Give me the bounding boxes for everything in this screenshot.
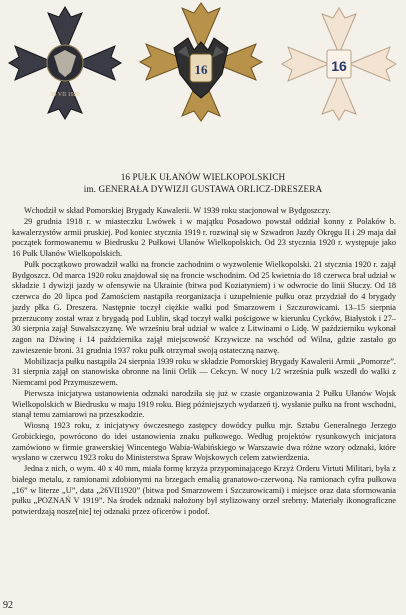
paragraph-4: Mobilizacja pułku nastąpiła 24 sierpnia 1939 roku w składzie Pomorskiej Brygady Kawalerii Armii „Pomorze”. 31 sierpnia zajął on stanowiska obronne na linii Orlik — Cekcyn. W nocy 1/2 września pułk wszedł do walki z Niemcami pod Przymuszewem. bbox=[12, 356, 396, 387]
cross-badge-light-icon bbox=[280, 6, 398, 122]
paragraph-6: Wiosną 1923 roku, z inicjatywy ówczesnego zastępcy dowódcy pułku mjr. Sztabu Generalnego Jerzego Grobickiego, powrócono do idei ustanowienia znaku pułkowego. Według projektów rysunkowych inicjatora zamówiono w firmie grawerskiej Wincentego Wabia-Wabińskiego w Warszawie dwa różne wzory odznaki, które wysłano w czerwcu 1923 roku do Ministerstwa Spraw Wojskowych celem zatwierdzenia. bbox=[12, 421, 396, 463]
page-number: 92 bbox=[3, 600, 13, 611]
regiment-title: 16 PUŁK UŁANÓW WIELKOPOLSKICH bbox=[120, 172, 286, 182]
article-body bbox=[12, 206, 396, 518]
cross-badge-eagle-icon bbox=[138, 2, 264, 122]
center-badge-text: 16 bbox=[194, 62, 208, 77]
regiment-subtitle: im. GENERAŁA DYWIZJI GUSTAWA ORLICZ-DRESZERA bbox=[83, 184, 323, 194]
paragraph-7: Jedna z nich, o wym. 40 x 40 mm, miała formę krzyża przypominającego Krzyż Orderu Virtuti Militari, była z białego metalu, z ramionami zdobionymi na brzegach emalią granatowo-czerwoną. Na ramionach cyfra pułkowa „16” w literze „U”, data „26VII1920” (bitwa pod Smarzowem i Szczurowicami) i miejsce oraz data sformowania pułku „POZNAŃ V 1919”. Na środek odznaki nałożony był stylizowany orzeł srebrny. Materiały ikonograficzne potwierdzają nosze[nie] tej odznaki przez oficerów i podof. bbox=[12, 464, 396, 516]
paragraph-1: Wchodził w skład Pomorskiej Brygady Kawalerii. W 1939 roku stacjonował w Bydgoszczy. bbox=[24, 206, 331, 215]
badges-row bbox=[0, 0, 406, 122]
cross-badge-dark-icon bbox=[6, 4, 124, 122]
paragraph-3: Pułk początkowo prowadził walki na froncie zachodnim o wyzwolenie Wielkopolski. 21 stycznia 1920 r. zajął Bydgoszcz. Od marca 1920 roku znajdował się na froncie wschodnim. Od 25 kwietnia do 18 czerwca brał udział w składzie 1 dywizji jazdy w ofensywie na Ukrainie (bitwa pod Koziatyniem) i w odwrocie do linii Słuczy. Od 18 czerwca do 20 lipca pod Zamościem nastąpiła reorganizacja i uzupełnienie pułku oraz przydział do 4 brygady jazdy płka G. Dreszera. Następnie toczył ciężkie walki pod Smarzowem i Szczurowicami. 13–15 sierpnia przerzucony został wraz z brygadą pod Lublin, skąd toczył walki pościgowe w kierunku Cycków, Białystok i 27–30 sierpnia zajął Suwalszczyznę. We wrześniu brał udział w walce z Litwinami o Lidę. W październiku wykonał zagon na Dźwinę i 14 października zajął miejscowość Krzywicze na wschód od Wilna, gdzie zastało go zawieszenie broni. 31 grudnia 1937 roku pułk otrzymał swoją ostateczną nazwę. bbox=[12, 259, 396, 355]
right-badge-text: 16 bbox=[331, 58, 347, 74]
paragraph-5: Pierwsza inicjatywa ustanowienia odznaki narodziła się już w czasie organizowania 2 Pułku Ułanów Wojsk Wielkopolskich w Biedrusku w maju 1919 roku. Bieg późniejszych wydarzeń tj. wysłanie pułku na front wschodni, stanął temu zamiarowi na przeszkodzie. bbox=[12, 388, 397, 420]
left-badge-text: 16 VII 1920 bbox=[50, 92, 80, 98]
paragraph-2: 29 grudnia 1918 r. w miasteczku Lwówek i w majątku Posadowo powstał oddział konny z Polaków b. kawalerzystów armii pruskiej. Pod koniec stycznia 1919 r. rozwinął się w Szwadron Jazdy Okręgu II i 29 maja dał początek formowanemu w Biedrusku 2 Pułkowi Ułanów Wielkopolskich. Od 23 stycznia 1920 r. występuje jako 16 Pułk Ułanów Wielkopolskich. bbox=[12, 216, 396, 258]
